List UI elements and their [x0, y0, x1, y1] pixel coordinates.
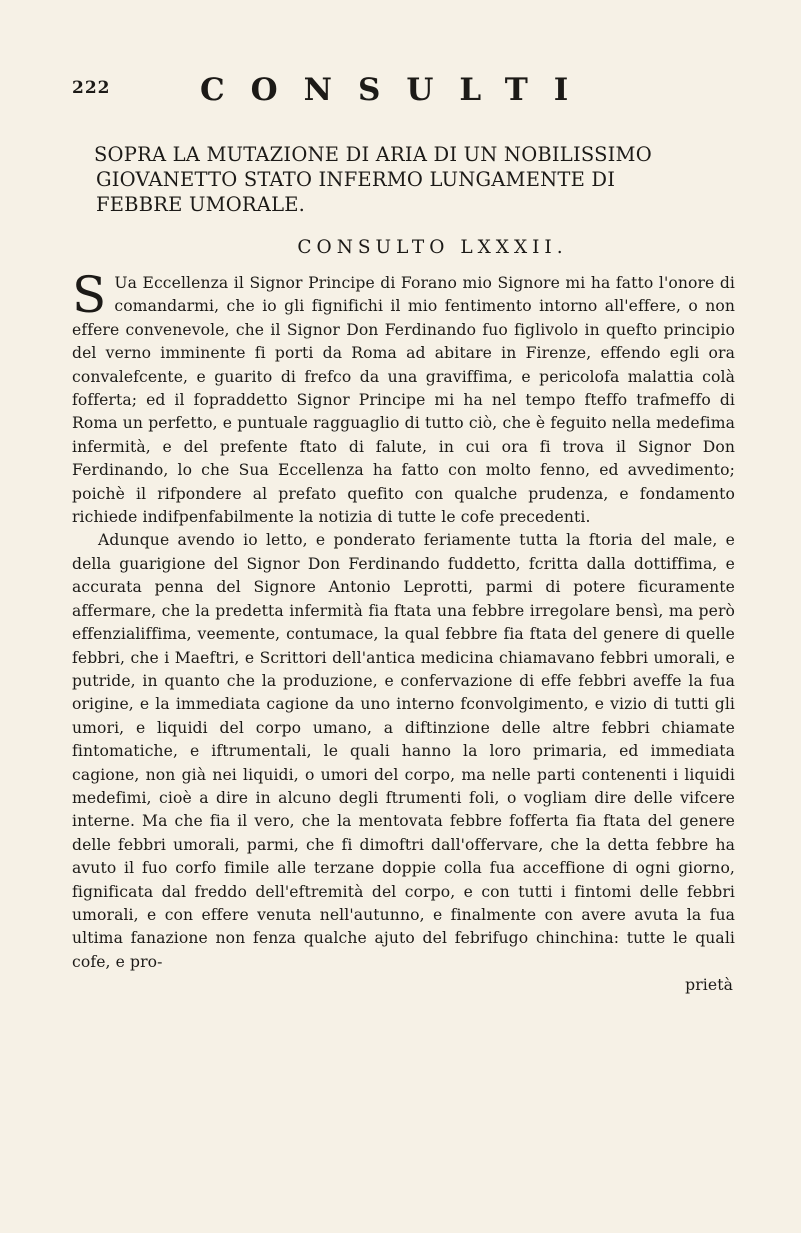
- running-title: CONSULTI: [200, 72, 595, 108]
- body-text: [72, 266, 735, 998]
- page-number: 222: [72, 78, 111, 98]
- heading-line-1: SOPRA LA MUTAZIONE DI ARIA DI UN NOBILISSIMO: [94, 143, 652, 166]
- drop-cap: S: [72, 266, 107, 324]
- paragraph-1-text: Ua Eccellenza il Signor Principe di Forano mio Signore mi ha fatto l'onore di comandarmi, che io gli fignifichi il mio fentimento intorno all'effere, o non effere convenevole, che il Signor Don Ferdinando fuo figlivolo in quefto principio del verno imminente fi porti da Roma ad abitare in Firenze, effendo egli ora convalefcente, e guarito di frefco da una graviffima, e pericolofa malattia colà fofferta; ed il fopraddetto Signor Principe mi ha nel tempo fteffo trafmeffo di Roma un perfetto, e puntuale ragguaglio di tutto ciò, che è feguito nella medefima infermità, e del prefente ftato di falute, in cui ora fi trova il Signor Don Ferdinando, lo che Sua Eccellenza ha fatto con molto fenno, ed avvedimento; poichè il rifpondere al prefato quefito con qualche prudenza, e fondamento richiede indifpenfabilmente la notizia di tutte le cofe precedenti.: [72, 274, 735, 527]
- paragraph-2: Adunque avendo io letto, e ponderato feriamente tutta la ftoria del male, e della guarigione del Signor Don Ferdinando fuddetto, fcritta dalla dottiffima, e accurata penna del Signore Antonio Leprotti, parmi di potere ficuramente affermare, che la predetta infermità fia ftata una febbre irregolare bensì, ma però effenzialiffima, veemente, contumace, la qual febbre fia ftata del genere di quelle febbri, che i Maeftri, e Scrittori dell'antica medicina chiamavano febbri umorali, e putride, in quanto che la produzione, e confervazione di effe febbri aveffe la fua origine, e la immediata cagione da uno interno fconvolgimento, e vizio di tutti gli umori, e liquidi del corpo umano, a diftinzione delle altre febbri chiamate fintomatiche, e iftrumentali, le quali hanno la loro primaria, ed immediata cagione, non già nei liquidi, o umori del corpo, ma nelle parti contenenti i liquidi medefimi, cioè a dire in alcuno degli ftrumenti foli, o vogliam dire delle vifcere interne. Ma che fia il vero, che la mentovata febbre fofferta fia ftata del genere delle febbri umorali, parmi, che fi dimoftri dall'offervare, che la detta febbre ha avuto il fuo corfo fimile alle terzane doppie colla fua acceffione di ogni giorno, fignificata dal freddo dell'eftremità del corpo, e con tutti i fintomi delle febbri umorali, e con effere venuta nell'autunno, e finalmente con avere avuta la fua ultima fanazione non fenza qualche ajuto del febrifugo chinchina: tutte le quali cofe, e pro-: [72, 531, 735, 971]
- heading-line-3: FEBBRE UMORALE.: [96, 193, 306, 216]
- heading-line-2: GIOVANETTO STATO INFERMO LUNGAMENTE DI: [96, 168, 616, 191]
- paragraph-1: [72, 266, 735, 529]
- consulto-heading: [94, 142, 735, 217]
- running-head: [72, 72, 735, 112]
- catchword: prietà: [685, 976, 733, 995]
- consulto-number: CONSULTO LXXXII.: [297, 237, 568, 258]
